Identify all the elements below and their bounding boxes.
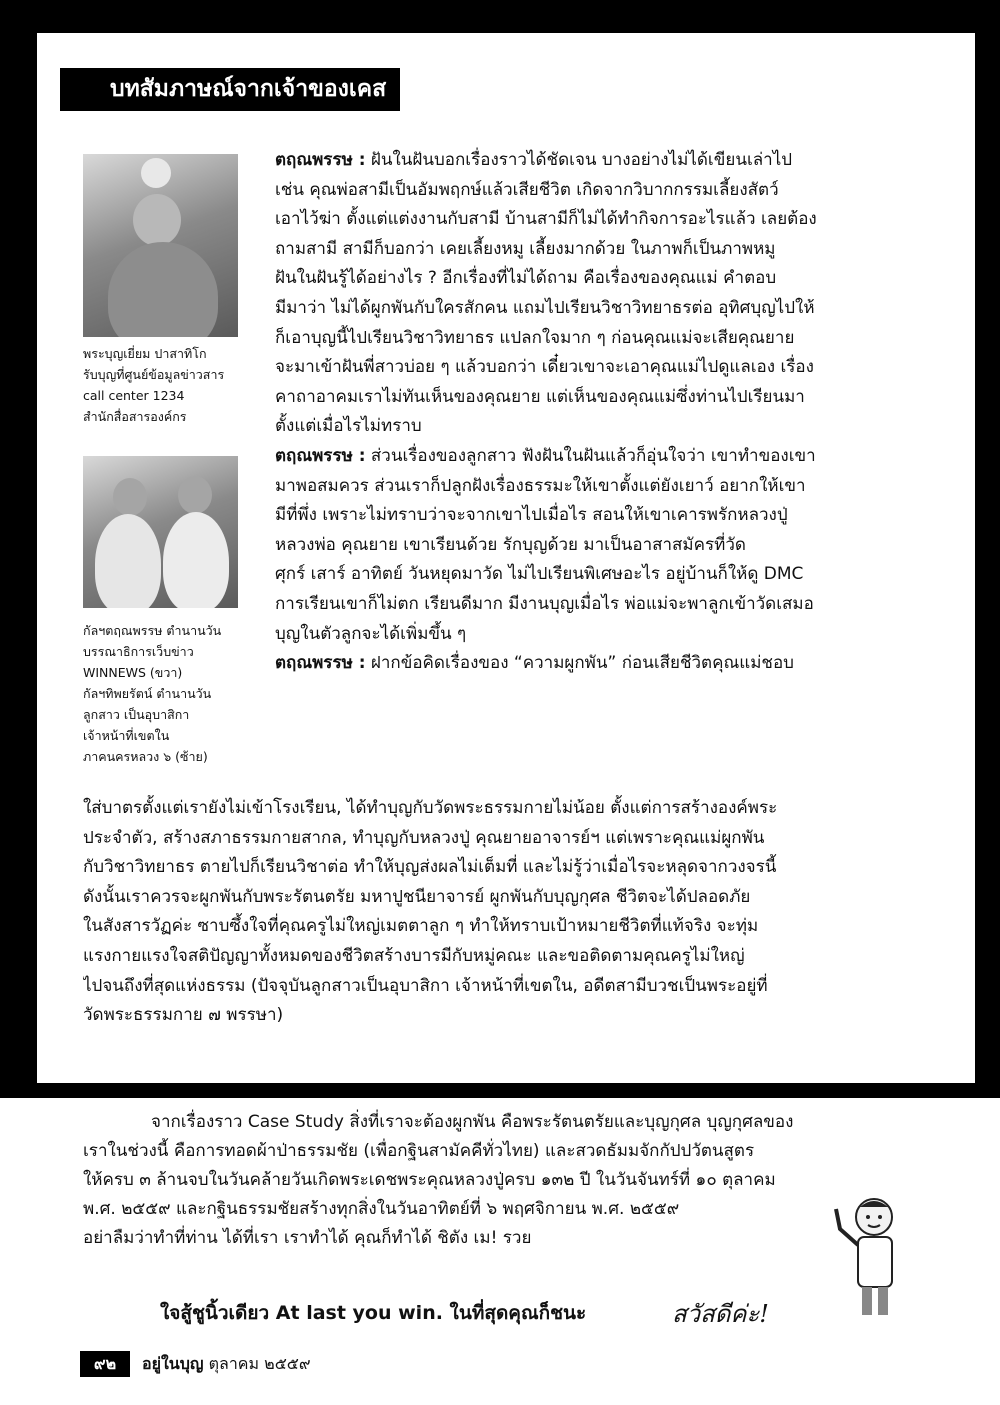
speaker-label: ตฤณพรรษ : xyxy=(275,150,366,170)
outro-paragraph: จากเรื่องราว Case Study สิ่งที่เราจะต้องผูกพัน คือพระรัตนตรัยและบุญกุศล บุญกุศลของ เราในช่วงนี้ คือการทอดผ้าป่าธรรมชัย (เพื่อกฐินสามัคคีทั่วไทย) และสวดธัมมจักกัปปวัตนสูตร ให้ครบ ๓ ล้านจบในวันคล้ายวันเกิดพระเดชพระคุณหลวงปู่ครบ ๑๓๒ ปี ในวันจันทร์ที่ ๑๐ ตุลาคม พ.ศ. ๒๕๕๙ และกฐินธรรมชัยสร้างทุกสิ่งในวันอาทิตย์ที่ ๖ พฤศจิกายน พ.ศ. ๒๕๕๙ อย่าลืมว่าทำที่ท่าน ได้ที่เรา เราทำได้ คุณก็ทำได้ ชิตัง เม! รวย xyxy=(83,1112,794,1248)
monk-portrait-photo xyxy=(83,154,238,337)
page-number: ๙๒ xyxy=(80,1351,130,1377)
photo2-caption: กัลฯตฤณพรรษ ตำนานวัน บรรณาธิการเว็บข่าว WINNEWS (ขวา) กัลฯทิพยรัตน์ ตำนานวัน ลูกสาว เป็นอุบาสิกา เจ้าหน้าที่เขตใน ภาคนครหลวง ๖ (ซ้าย) xyxy=(83,623,222,764)
slogan: ใจสู้ชูนิ้วเดียว At last you win. ในที่สุดคุณก็ชนะ xyxy=(160,1302,587,1324)
signature: สวัสดีค่ะ! xyxy=(672,1300,769,1328)
section-title: บทสัมภาษณ์จากเจ้าของเคส xyxy=(110,76,387,102)
speaker-label: ตฤณพรรษ : xyxy=(275,653,366,674)
photo1-caption: พระบุญเยี่ยม ปาสาทิโก รับบุญที่ศูนย์ข้อมูลข่าวสาร call center 1234 สำนักสื่อสารองค์กร xyxy=(83,346,225,424)
magazine-name: อยู่ในบุญ xyxy=(142,1354,204,1373)
speaker-label: ตฤณพรรษ : xyxy=(275,445,366,466)
issue-date: ตุลาคม ๒๕๕๙ xyxy=(208,1354,311,1373)
two-women-photo xyxy=(83,456,238,608)
interview-fullwidth: ใส่บาตรตั้งแต่เรายังไม่เข้าโรงเรียน, ได้ทำบุญกับวัดพระธรรมกายไม่น้อย ตั้งแต่การสร้างองค์พระ ประจำตัว, สร้างสภาธรรมกายสากล, ทำบุญกับหลวงปู่ คุณยายอาจารย์ฯ แต่เพราะคุณแม่ผูกพัน กับวิชาวิทยาธร ตายไปก็เรียนวิชาต่อ ทำให้บุญส่งผลไม่เต็มที่ และไม่รู้ว่าเมื่อไรจะหลุดจากวงจรนี้ ดังนั้นเราควรจะผูกพันกับพระรัตนตรัย มหาปูชนียาจารย์ ผูกพันกับบุญกุศล ชีวิตจะได้ปลอดภัย ในสังสารวัฏค่ะ ซาบซึ้งใจที่คุณครูไม่ใหญ่เมตตาลูก ๆ ทำให้ทราบเป้าหมายชีวิตที่แท้จริง จะทุ่ม แรงกายแรงใจสติปัญญาทั้งหมดของชีวิตสร้างบารมีกับหมู่คณะ และขอติดตามคุณครูไม่ใหญ่ ไปจนถึงที่สุดแห่งธรรม (ปัจจุบันลูกสาวเป็นอุบาสิกา เจ้าหน้าที่เขตใน, อดีตสามีบวชเป็นพระอยู่ที่ วัดพระธรรมกาย ๗ พรรษา) xyxy=(83,798,778,1026)
interview-column: ตฤณพรรษ : ฝันในฝันบอกเรื่องราวได้ชัดเจน บางอย่างไม่ได้เขียนเล่าไป เช่น คุณพ่อสามีเป็นอัมพฤกษ์แล้วเสียชีวิต เกิดจากวิบากกรรมเลี้ยงสัตว์ เอาไว้ฆ่า ตั้งแต่แต่งงานกับสามี บ้านสามีก็ไม่ได้ทำกิจการอะไรแล้ว เลยต้อง ถามสามี สามีก็บอกว่า เคยเลี้ยงหมู เลี้ยงมากด้วย ในภาพก็เป็นภาพหมู ฝันในฝันรู้ได้อย่างไร ? อีกเรื่องที่ไม่ได้ถาม คือเรื่องของคุณแม่ คำตอบ มีมาว่า ไม่ได้ผูกพันกับใครสักคน แถมไปเรียนวิชาวิทยาธรต่อ อุทิศบุญไปให้ ก็เอาบุญนี้ไปเรียนวิชาวิทยาธร แปลกใจมาก ๆ ก่อนคุณแม่จะเสียคุณยาย จะมาเข้าฝันพี่สาวบ่อย ๆ แล้วบอกว่า เดี๋ยวเขาจะเอาคุณแม่ไปดูแลเอง เรื่อง คาถาอาคมเราไม่ทันเห็นของคุณยาย แต่เห็นของคุณแม่ซึ่งท่านไปเรียนมา ตั้งแต่เมื่อไรไม่ทราบ ตฤณพรรษ : ส่วนเรื่องของลูกสาว ฟังฝันในฝันแล้วก็อุ่นใจว่า เขาทำของเขา มาพอสมควร ส่วนเราก็ปลูกฝังเรื่องธรรมะให้เขาตั้งแต่ยังเยาว์ อยากให้เขา มีที่พึ่ง เพราะไม่ทราบว่าจะจากเขาไปเมื่อไร สอนให้เขาเคารพรักหลวงปู่ หลวงพ่อ คุณยาย เขาเรียนด้วย รักบุญด้วย มาเป็นอาสาสมัครที่วัด ศุกร์ เสาร์ อาทิตย์ วันหยุดมาวัด ไม่ไปเรียนพิเศษอะไร อยู่บ้านก็ให้ดู DMC การเรียนเขาก็ไม่ตก เรียนดีมาก มีงานบุญเมื่อไร พ่อแม่จะพาลูกเข้าวัดเสมอ บุญในตัวลูกจะได้เพิ่มขึ้น ๆ ตฤณพรรษ : ฝากข้อคิดเรื่องของ “ความผูกพัน” ก่อนเสียชีวิตคุณแม่ชอบ xyxy=(275,150,817,674)
footer-publication xyxy=(142,1350,311,1378)
thumbs-up-cartoon-icon xyxy=(832,1195,912,1320)
